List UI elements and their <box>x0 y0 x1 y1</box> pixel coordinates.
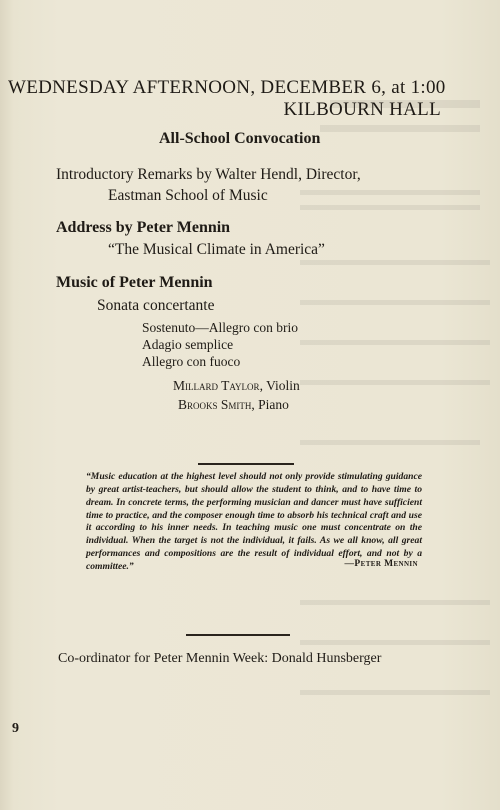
address-heading: Address by Peter Mennin <box>56 219 231 236</box>
performer-instrument: , Violin <box>259 378 300 393</box>
movement-3: Allegro con fuoco <box>142 354 241 369</box>
movement-1: Sostenuto—Allegro con brio <box>142 320 298 335</box>
show-through-text <box>290 0 500 810</box>
quote-attribution: —Peter Mennin <box>344 559 418 569</box>
performer-name: Brooks Smith <box>178 397 252 412</box>
header-venue: KILBOURN HALL <box>283 99 441 120</box>
header-datetime: WEDNESDAY AFTERNOON, DECEMBER 6, at 1:00 <box>8 77 446 98</box>
intro-remarks-line2: Eastman School of Music <box>108 187 268 204</box>
movement-2: Adagio semplice <box>142 337 234 352</box>
divider <box>198 463 294 465</box>
mennin-quote: “Music education at the highest level should not only provide stimulating guidance by great artist-teachers, but should allow the student to think, and to have time to dream. In concrete terms, the performing musician and dancer must have sufficient time to practice, and the composer enough time to absorb his technical craft and use it according to his inner needs. In teaching music one must concentrate on the individual. When the target is not the individual, it fails. As we all know, all great performances and compositions are the result of individual effort, and not by a committee.” <box>86 471 422 572</box>
divider <box>186 634 290 636</box>
coordinator-credit: Co-ordinator for Peter Mennin Week: Donald Hunsberger <box>58 651 382 666</box>
music-heading: Music of Peter Mennin <box>56 274 213 291</box>
intro-remarks-line1: Introductory Remarks by Walter Hendl, Director, <box>56 166 361 183</box>
work-title: Sonata concertante <box>97 297 215 314</box>
performer-violin <box>173 378 300 394</box>
performer-name: Millard Taylor <box>173 378 260 393</box>
address-topic: “The Musical Climate in America” <box>108 241 325 258</box>
event-title: All-School Convocation <box>159 130 321 147</box>
performer-piano <box>178 397 289 413</box>
performer-instrument: , Piano <box>251 397 289 412</box>
page-number: 9 <box>12 721 19 736</box>
